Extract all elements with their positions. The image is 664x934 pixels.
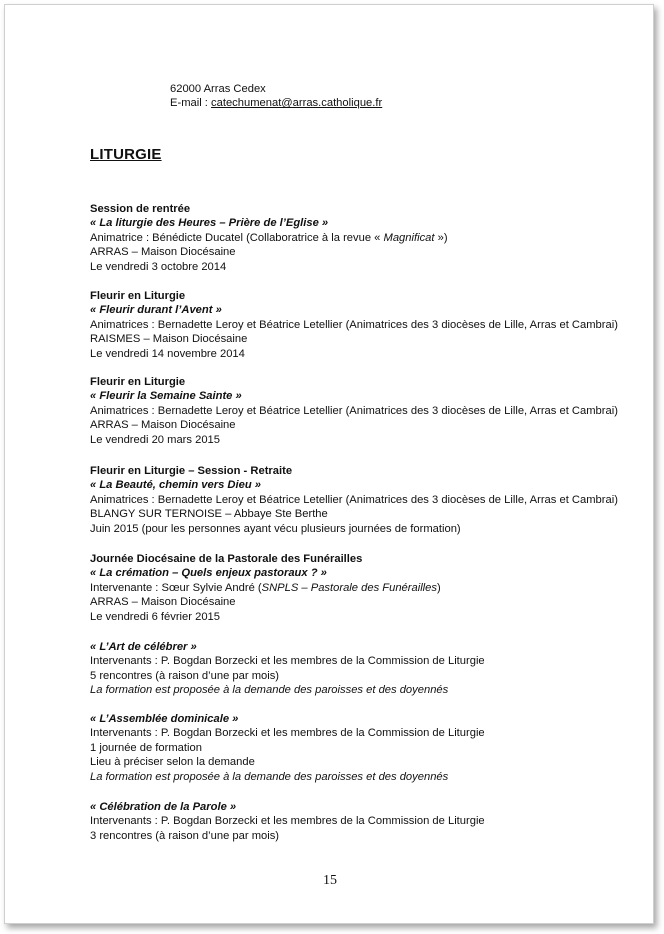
event-subtitle: « Fleurir durant l’Avent » (90, 304, 222, 317)
animator-suffix: ) (437, 581, 441, 594)
address-block (170, 82, 382, 111)
section-heading: LITURGIE (90, 146, 162, 163)
email-link[interactable]: catechumenat@arras.catholique.fr (211, 97, 383, 110)
event-celebration-parole (90, 800, 485, 843)
event-retraite (90, 464, 618, 536)
event-detail: 5 rencontres (à raison d’une par mois) (90, 669, 280, 682)
document-page (4, 4, 654, 924)
event-animator: Intervenants : P. Bogdan Borzecki et les membres de la Commission de Liturgie (90, 815, 485, 828)
event-subtitle: « L’Art de célébrer » (90, 641, 197, 653)
event-animator: Animatrices : Bernadette Leroy et Béatrice Letellier (Animatrices des 3 diocèses de Lille, Arras et Cambrai) (90, 404, 618, 417)
event-animator: Animatrices : Bernadette Leroy et Béatrice Letellier (Animatrices des 3 diocèses de Lille, Arras et Cambrai) (90, 493, 618, 506)
animator-text: Animatrice : Bénédicte Ducatel (Collaboratrice à la revue « (90, 231, 384, 244)
event-note: La formation est proposée à la demande des paroisses et des doyennés (90, 684, 449, 697)
event-animator: Intervenants : P. Bogdan Borzecki et les membres de la Commission de Liturgie (90, 727, 485, 740)
event-date: Le vendredi 6 février 2015 (90, 610, 220, 623)
event-detail: 3 rencontres (à raison d’une par mois) (90, 829, 280, 842)
event-detail-2: Lieu à préciser selon la demande (90, 756, 255, 769)
event-subtitle: « L’Assemblée dominicale » (90, 713, 239, 725)
event-subtitle: « Fleurir la Semaine Sainte » (90, 390, 242, 403)
event-animator (90, 231, 448, 245)
event-assemblee-dominicale (90, 712, 485, 784)
event-animator: Intervenants : P. Bogdan Borzecki et les membres de la Commission de Liturgie (90, 655, 485, 668)
event-place: ARRAS – Maison Diocésaine (90, 419, 236, 432)
event-fleurir-semaine-sainte (90, 375, 618, 447)
event-date: Le vendredi 20 mars 2015 (90, 433, 220, 446)
event-date: Juin 2015 (pour les personnes ayant vécu plusieurs journées de formation) (90, 522, 461, 535)
address-line: 62000 Arras Cedex (170, 83, 266, 95)
event-place: BLANGY SUR TERNOISE – Abbaye Ste Berthe (90, 508, 328, 521)
event-subtitle: « La crémation – Quels enjeux pastoraux ? » (90, 567, 327, 580)
animator-suffix: ») (434, 231, 448, 244)
animator-text: Intervenante : Sœur Sylvie André ( (90, 581, 262, 594)
event-animator (90, 581, 441, 595)
event-place: ARRAS – Maison Diocésaine (90, 596, 236, 609)
event-fleurir-avent (90, 289, 618, 361)
event-note: La formation est proposée à la demande des paroisses et des doyennés (90, 770, 449, 783)
email-label: E-mail : (170, 97, 212, 110)
animator-italic: Magnificat (383, 231, 435, 244)
event-title: Fleurir en Liturgie (90, 290, 186, 302)
event-date: Le vendredi 14 novembre 2014 (90, 347, 245, 360)
page-number: 15 (323, 873, 337, 888)
animator-italic: SNPLS – Pastorale des Funérailles (261, 581, 437, 594)
event-title: Fleurir en Liturgie (90, 376, 186, 388)
event-title: Session de rentrée (90, 203, 191, 215)
event-subtitle: « Célébration de la Parole » (90, 801, 237, 813)
event-title: Fleurir en Liturgie – Session - Retraite (90, 465, 293, 477)
email-line (170, 96, 382, 110)
event-place: ARRAS – Maison Diocésaine (90, 246, 236, 259)
event-date: Le vendredi 3 octobre 2014 (90, 260, 227, 273)
event-subtitle: « La Beauté, chemin vers Dieu » (90, 479, 261, 492)
event-detail: 1 journée de formation (90, 741, 202, 754)
event-animator: Animatrices : Bernadette Leroy et Béatrice Letellier (Animatrices des 3 diocèses de Lille, Arras et Cambrai) (90, 318, 618, 331)
event-session-rentree (90, 202, 448, 274)
event-place: RAISMES – Maison Diocésaine (90, 333, 248, 346)
event-funerailles (90, 552, 441, 624)
event-title: Journée Diocésaine de la Pastorale des Funérailles (90, 553, 363, 565)
event-art-de-celebrer (90, 640, 485, 698)
event-subtitle: « La liturgie des Heures – Prière de l’Eglise » (90, 217, 329, 230)
